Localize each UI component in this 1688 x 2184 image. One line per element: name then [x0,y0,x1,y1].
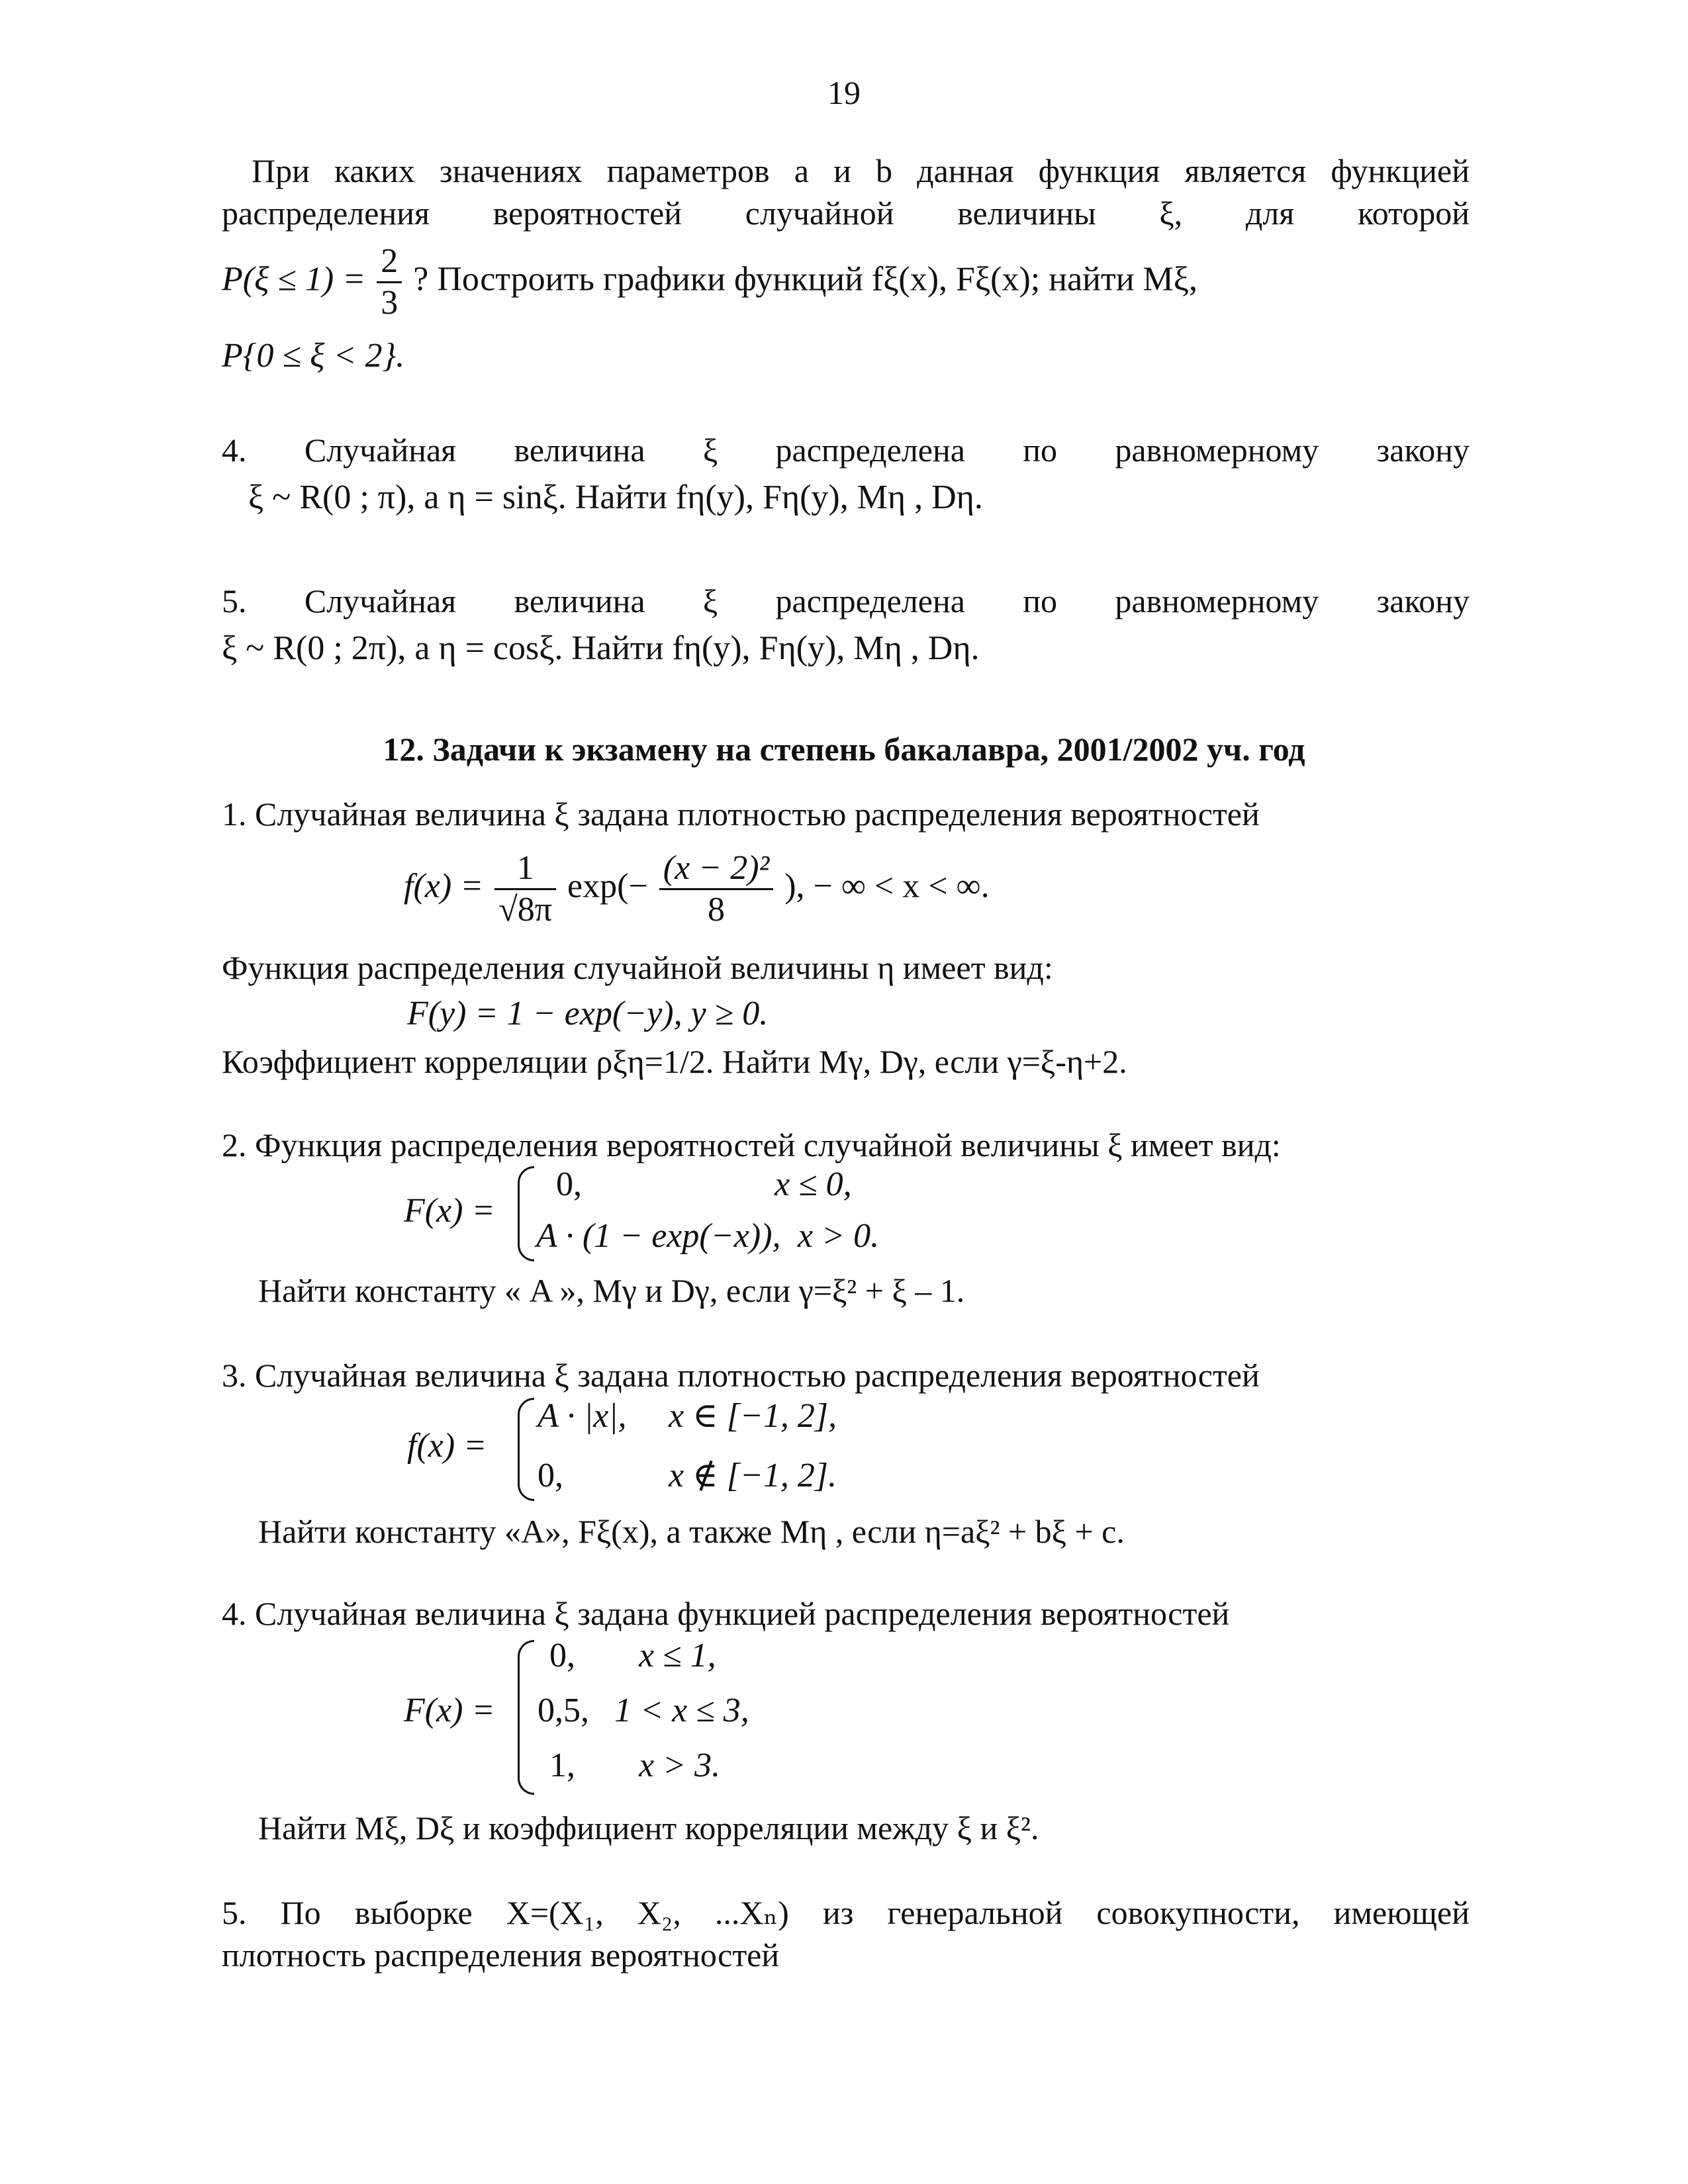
fraction-numerator: 1 [516,849,534,887]
problem-4-case-2-condition: 1 < x ≤ 3, [614,1692,749,1729]
fraction-numerator: 2 [381,242,399,280]
problem-4-lhs: F(x) = [404,1692,495,1729]
density-lhs: f(x) = [404,867,484,905]
prev-section-problem-4-line-2: ξ ~ R(0 ; π), а η = sinξ. Найти fη(y), Fη(y), Mη , Dη. [248,478,983,516]
problem-4-case-3-value: 1, [549,1747,575,1784]
page-number: 19 [827,74,861,111]
probability-condition-lhs: P(ξ ≤ 1) = [222,260,366,298]
problem-4-case-1-condition: x ≤ 1, [639,1637,716,1674]
problem-3-case-1-value: A · |x|, [538,1397,627,1435]
problem-4-task: Найти Mξ, Dξ и коэффициент корреляции между ξ и ξ². [258,1809,1039,1846]
exp-open: exp(− [567,867,648,905]
fraction-denominator: 8 [659,888,773,930]
prev-problem-line-2: распределения вероятностей случайной величины ξ, для которой [222,195,1470,232]
prev-problem-condition-rest: ? Построить графики функций fξ(x), Fξ(x); найти Mξ, [413,260,1197,298]
prev-section-problem-5-line-1: 5. Случайная величина ξ распределена по равномерному закону [222,582,1470,619]
problem-3-task: Найти константу «A», Fξ(x), а также Mη , если η=aξ² + bξ + c. [258,1513,1125,1550]
problem-1-intro: 1. Случайная величина ξ задана плотностью распределения вероятностей [222,796,1260,833]
problem-3-case-2-value: 0, [538,1457,563,1494]
section-title: 12. Задачи к экзамену на степень бакалавра, 2001/2002 уч. год [383,731,1305,768]
problem-4-case-1-value: 0, [549,1637,575,1674]
density-tail: ), − ∞ < x < ∞. [784,867,990,905]
problem-2-case-1-condition: x ≤ 0, [774,1165,852,1203]
problem-3-case-1-condition: x ∈ [−1, 2], [669,1397,837,1435]
prev-section-problem-5-line-2: ξ ~ R(0 ; 2π), а η = cosξ. Найти fη(y), Fη(y), Mη , Dη. [222,629,980,667]
problem-3-lhs: f(x) = [407,1427,487,1465]
fraction-denominator: √8π [494,888,556,930]
prev-problem-line-4: P{0 ≤ ξ < 2}. [222,337,405,375]
problem-5-line-1: 5. По выборке X=(X₁, X₂, ...Xₙ) из генеральной совокупности, имеющей [222,1894,1470,1931]
exponent-fraction [659,848,773,930]
problem-2-left-brace [518,1166,534,1261]
problem-4-intro: 4. Случайная величина ξ задана функцией распределения вероятностей [222,1595,1230,1632]
fraction-numerator: (x − 2)² [663,849,770,887]
prev-problem-line-1: При каких значениях параметров a и b данная функция является функцией [252,152,1470,189]
normalizing-fraction [494,848,556,930]
prev-section-problem-4-line-1: 4. Случайная величина ξ распределена по равномерному закону [222,432,1470,469]
fraction-two-thirds [377,242,402,323]
problem-2-case-1-value: 0, [556,1165,582,1203]
problem-3-left-brace [518,1398,534,1501]
problem-4-left-brace [518,1640,534,1795]
fraction-denominator: 3 [377,281,402,323]
problem-1-eta-line: Функция распределения случайной величины η имеет вид: [222,949,1053,986]
problem-1-correlation-line: Коэффициент корреляции ρξη=1/2. Найти Mγ, Dγ, если γ=ξ-η+2. [222,1043,1127,1080]
problem-5-line-2: плотность распределения вероятностей [222,1936,780,1974]
problem-2-intro: 2. Функция распределения вероятностей случайной величины ξ имеет вид: [222,1126,1281,1163]
problem-2-case-2-value: A · (1 − exp(−x)), [536,1217,781,1255]
problem-1-distribution-formula: F(y) = 1 − exp(−y), y ≥ 0. [407,995,769,1032]
problem-2-task: Найти константу « A », Mγ и Dγ, если γ=ξ² + ξ – 1. [258,1272,965,1309]
problem-3-intro: 3. Случайная величина ξ задана плотностью распределения вероятностей [222,1357,1260,1394]
prev-problem-condition-line [222,242,1470,323]
problem-2-lhs: F(x) = [404,1192,495,1230]
problem-4-case-2-value: 0,5, [538,1692,589,1729]
problem-1-density-formula [404,848,990,930]
problem-3-case-2-condition: x ∉ [−1, 2]. [669,1457,837,1494]
problem-4-case-3-condition: x > 3. [639,1747,721,1784]
problem-2-case-2-condition: x > 0. [798,1217,880,1255]
